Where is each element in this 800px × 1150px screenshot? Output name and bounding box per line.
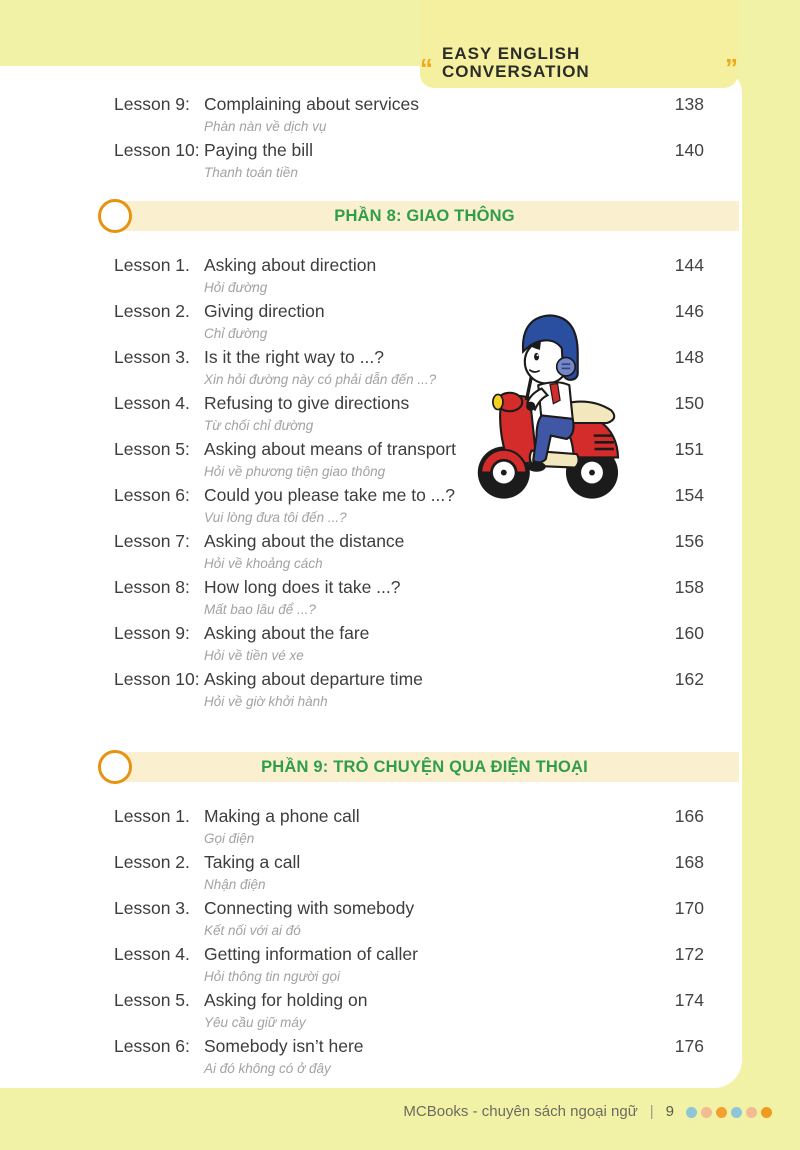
- lesson-subtitle: Gọi điện: [204, 831, 255, 846]
- lesson-subtitle: Yêu cầu giữ máy: [204, 1015, 306, 1030]
- lesson-label: Lesson 7:: [114, 531, 190, 551]
- lesson-label: Lesson 8:: [114, 577, 190, 597]
- lesson-title: How long does it take ...?: [204, 577, 401, 597]
- lesson-title: Taking a call: [204, 852, 301, 872]
- footer-dot: [686, 1107, 697, 1118]
- lesson-label: Lesson 5:: [114, 439, 190, 459]
- lesson-row: [0, 850, 742, 896]
- lesson-label: Lesson 5.: [114, 990, 190, 1010]
- lesson-label: Lesson 10:: [114, 140, 200, 160]
- lesson-subtitle: Hỏi về khoảng cách: [204, 556, 323, 571]
- table-of-contents: [0, 66, 742, 1080]
- section-circle-icon: [98, 750, 132, 784]
- lesson-page-number: 172: [674, 944, 704, 964]
- footer-dots: [686, 1104, 772, 1118]
- lesson-title: Asking about the distance: [204, 531, 405, 551]
- section-phan9-lessons: [0, 804, 742, 1080]
- lesson-page-number: 140: [674, 140, 704, 160]
- publisher-tagline: MCBooks - chuyên sách ngoại ngữ: [403, 1103, 638, 1120]
- lesson-page-number: 170: [674, 898, 704, 918]
- lesson-page-number: 158: [674, 577, 704, 597]
- lesson-subtitle: Hỏi về giờ khởi hành: [204, 694, 328, 709]
- lesson-row: [0, 1034, 742, 1080]
- footer-dot: [701, 1107, 712, 1118]
- lesson-page-number: 168: [674, 852, 704, 872]
- lesson-title: Asking about means of transport: [204, 439, 456, 459]
- lesson-title: Asking about the fare: [204, 623, 370, 643]
- lesson-main: [204, 621, 646, 666]
- lesson-row: [0, 896, 742, 942]
- lesson-label: Lesson 9:: [114, 623, 190, 643]
- lesson-subtitle: Chỉ đường: [204, 326, 268, 341]
- lesson-page-number: 160: [674, 623, 704, 643]
- lesson-page-number: 138: [674, 94, 704, 114]
- lesson-subtitle: Vui lòng đưa tôi đến ...?: [204, 510, 347, 525]
- open-quote-icon: “: [420, 53, 433, 83]
- lesson-row: [0, 253, 742, 299]
- lesson-title: Is it the right way to ...?: [204, 347, 384, 367]
- lesson-title: Asking about departure time: [204, 669, 423, 689]
- section-title: PHẦN 8: GIAO THÔNG: [334, 206, 515, 225]
- lesson-page-number: 176: [674, 1036, 704, 1056]
- footer-dot: [716, 1107, 727, 1118]
- section-header-phan8: [110, 201, 739, 231]
- lesson-page-number: 156: [674, 531, 704, 551]
- lesson-title: Somebody isn’t here: [204, 1036, 364, 1056]
- lesson-label: Lesson 2.: [114, 852, 190, 872]
- lesson-row: [0, 942, 742, 988]
- lesson-title: Giving direction: [204, 301, 325, 321]
- lesson-title: Refusing to give directions: [204, 393, 410, 413]
- lesson-title: Making a phone call: [204, 806, 360, 826]
- page-number: 9: [665, 1103, 674, 1120]
- lesson-title: Getting information of caller: [204, 944, 418, 964]
- lesson-title: Connecting with somebody: [204, 898, 415, 918]
- lesson-label: Lesson 3.: [114, 347, 190, 367]
- lesson-title: Complaining about services: [204, 94, 419, 114]
- lesson-subtitle: Thanh toán tiền: [204, 165, 298, 180]
- lesson-main: [204, 575, 646, 620]
- close-quote-icon: ”: [725, 53, 738, 83]
- lesson-row: [0, 988, 742, 1034]
- lesson-page-number: 174: [674, 990, 704, 1010]
- content-page: [0, 66, 742, 1088]
- lesson-main: [204, 253, 646, 298]
- lesson-subtitle: Kết nối với ai đó: [204, 923, 301, 938]
- lesson-title: Asking about direction: [204, 255, 377, 275]
- lesson-title: Could you please take me to ...?: [204, 485, 455, 505]
- lesson-subtitle: Hỏi thông tin người gọi: [204, 969, 341, 984]
- lesson-main: [204, 138, 646, 183]
- section-circle-icon: [98, 199, 132, 233]
- lesson-label: Lesson 1.: [114, 806, 190, 826]
- lesson-label: Lesson 10:: [114, 669, 200, 689]
- lesson-subtitle: Phàn nàn về dịch vụ: [204, 119, 327, 134]
- scooter-rider-illustration: [466, 298, 634, 506]
- lesson-page-number: 148: [674, 347, 704, 367]
- lesson-subtitle: Nhận điện: [204, 877, 266, 892]
- section-title: PHẦN 9: TRÒ CHUYỆN QUA ĐIỆN THOẠI: [261, 757, 588, 776]
- footer-dot: [746, 1107, 757, 1118]
- lesson-row: [0, 529, 742, 575]
- lesson-label: Lesson 9:: [114, 94, 190, 114]
- lesson-main: [204, 804, 646, 849]
- lesson-main: [204, 1034, 646, 1079]
- lesson-main: [204, 850, 646, 895]
- footer-separator: |: [649, 1103, 654, 1120]
- lesson-main: [204, 896, 646, 941]
- lesson-subtitle: Hỏi đường: [204, 280, 268, 295]
- lesson-page-number: 151: [674, 439, 704, 459]
- lesson-label: Lesson 2.: [114, 301, 190, 321]
- lesson-page-number: 150: [674, 393, 704, 413]
- lesson-subtitle: Ai đó không có ở đây: [204, 1061, 331, 1076]
- lesson-subtitle: Xin hỏi đường này có phải dẫn đến ...?: [204, 372, 437, 387]
- lesson-subtitle: Từ chối chỉ đường: [204, 418, 314, 433]
- lesson-label: Lesson 4.: [114, 944, 190, 964]
- lesson-page-number: 162: [674, 669, 704, 689]
- footer-dot: [731, 1107, 742, 1118]
- lesson-row: [0, 92, 742, 138]
- lesson-label: Lesson 3.: [114, 898, 190, 918]
- lesson-label: Lesson 4.: [114, 393, 190, 413]
- section-header-phan9: [110, 752, 739, 782]
- lesson-main: [204, 92, 646, 137]
- lesson-page-number: 154: [674, 485, 704, 505]
- lesson-subtitle: Mất bao lâu để ...?: [204, 602, 316, 617]
- lesson-row: [0, 804, 742, 850]
- footer-dot: [761, 1107, 772, 1118]
- lesson-row: [0, 575, 742, 621]
- lesson-row: [0, 621, 742, 667]
- header-banner: [420, 0, 738, 88]
- lesson-page-number: 146: [674, 301, 704, 321]
- lesson-label: Lesson 1.: [114, 255, 190, 275]
- book-title: EASY ENGLISH CONVERSATION: [442, 44, 590, 81]
- lesson-row: [0, 138, 742, 184]
- lesson-title: Paying the bill: [204, 140, 313, 160]
- section-previous-lessons: [0, 92, 742, 184]
- lesson-page-number: 144: [674, 255, 704, 275]
- lesson-row: [0, 667, 742, 713]
- page-footer: [0, 1088, 800, 1150]
- lesson-subtitle: Hỏi về phương tiện giao thông: [204, 464, 386, 479]
- lesson-main: [204, 942, 646, 987]
- lesson-main: [204, 988, 646, 1033]
- lesson-page-number: 166: [674, 806, 704, 826]
- lesson-main: [204, 667, 646, 712]
- lesson-label: Lesson 6:: [114, 1036, 190, 1056]
- lesson-subtitle: Hỏi về tiền vé xe: [204, 648, 304, 663]
- lesson-main: [204, 529, 646, 574]
- lesson-title: Asking for holding on: [204, 990, 368, 1010]
- lesson-label: Lesson 6:: [114, 485, 190, 505]
